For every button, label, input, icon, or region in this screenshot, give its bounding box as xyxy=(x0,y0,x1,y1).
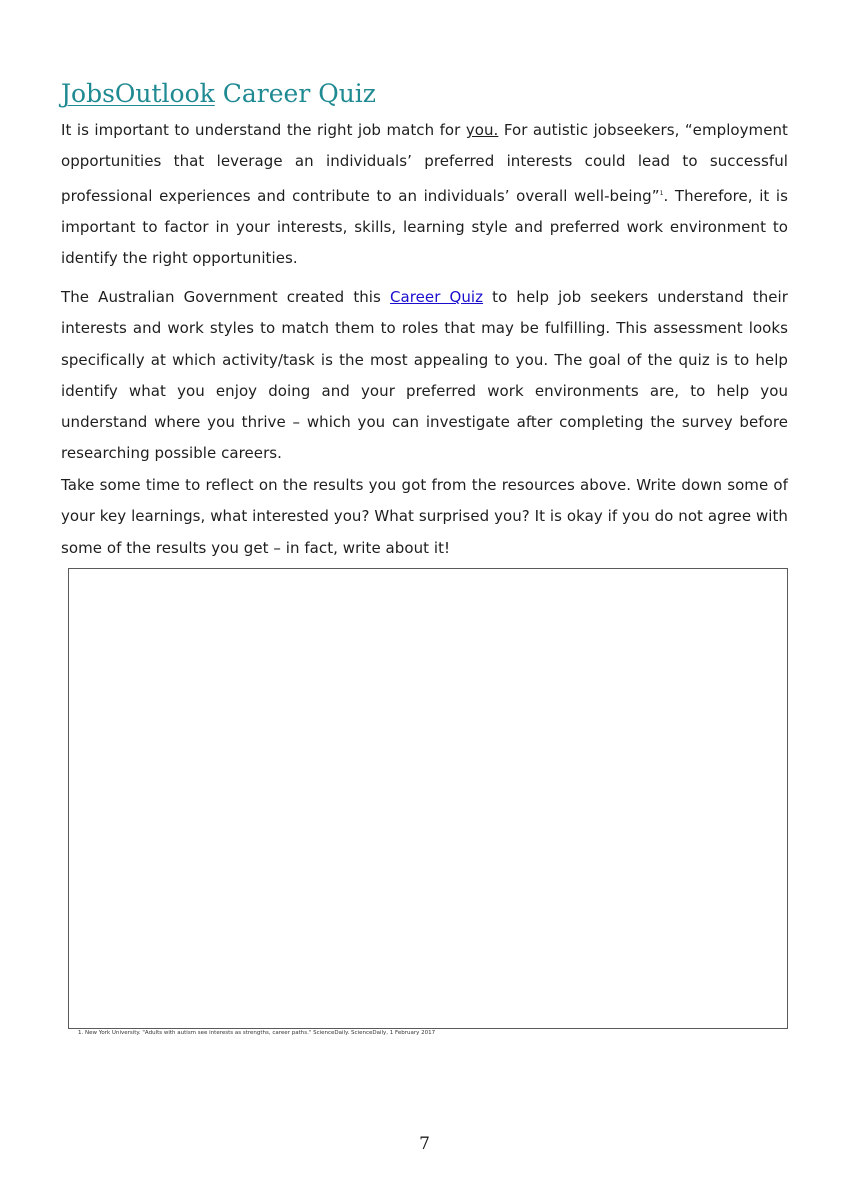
page-number: 7 xyxy=(419,1134,430,1154)
quiz-info-text-1: The Australian Government created this xyxy=(61,288,390,306)
intro-text-3: . Therefore, it is important to factor in your interests, skills, learning style and preferred work environment to identify the right opportunities. xyxy=(61,186,789,268)
jobsoutlook-link[interactable]: JobsOutlook xyxy=(61,79,215,108)
reflection-paragraph: Take some time to reflect on the results you got from the resources above. Write down some of your key learnings, what interested you? What surprised you? It is okay if you do not agree with some of the results you get – in fact, write about it! xyxy=(61,476,788,557)
footnote: 1. New York University. "Adults with autism see interests as strengths, career paths." ScienceDaily. ScienceDaily, 1 February 2017 xyxy=(78,1030,436,1036)
page-title xyxy=(61,78,376,110)
career-quiz-link[interactable]: Career Quiz xyxy=(389,288,484,306)
footnote-reference: 1 xyxy=(659,189,664,197)
intro-text-1: It is important to understand the right job match for xyxy=(61,121,466,139)
quiz-info-paragraph xyxy=(61,282,788,470)
quiz-info-text-2: to help job seekers understand their interests and work styles to match them to roles that may be fulfilling. This assessment looks specifically at which activity/task is the most appealing to you. The goal of the quiz is to help identify what you enjoy doing and your preferred work environments are, to help you understand where you thrive – which you can investigate after completing the survey before researching possible careers. xyxy=(61,288,788,463)
intro-paragraph xyxy=(61,115,788,274)
intro-text-2: For autistic jobseekers, “employment opportunities that leverage an individuals’ preferred interests could lead to successful professional experiences and contribute to an individuals’ overall well-being” xyxy=(61,121,788,205)
you-emphasis: you. xyxy=(465,121,499,139)
page-title-rest: Career Quiz xyxy=(214,79,376,108)
reflection-answer-box[interactable] xyxy=(68,568,788,1029)
